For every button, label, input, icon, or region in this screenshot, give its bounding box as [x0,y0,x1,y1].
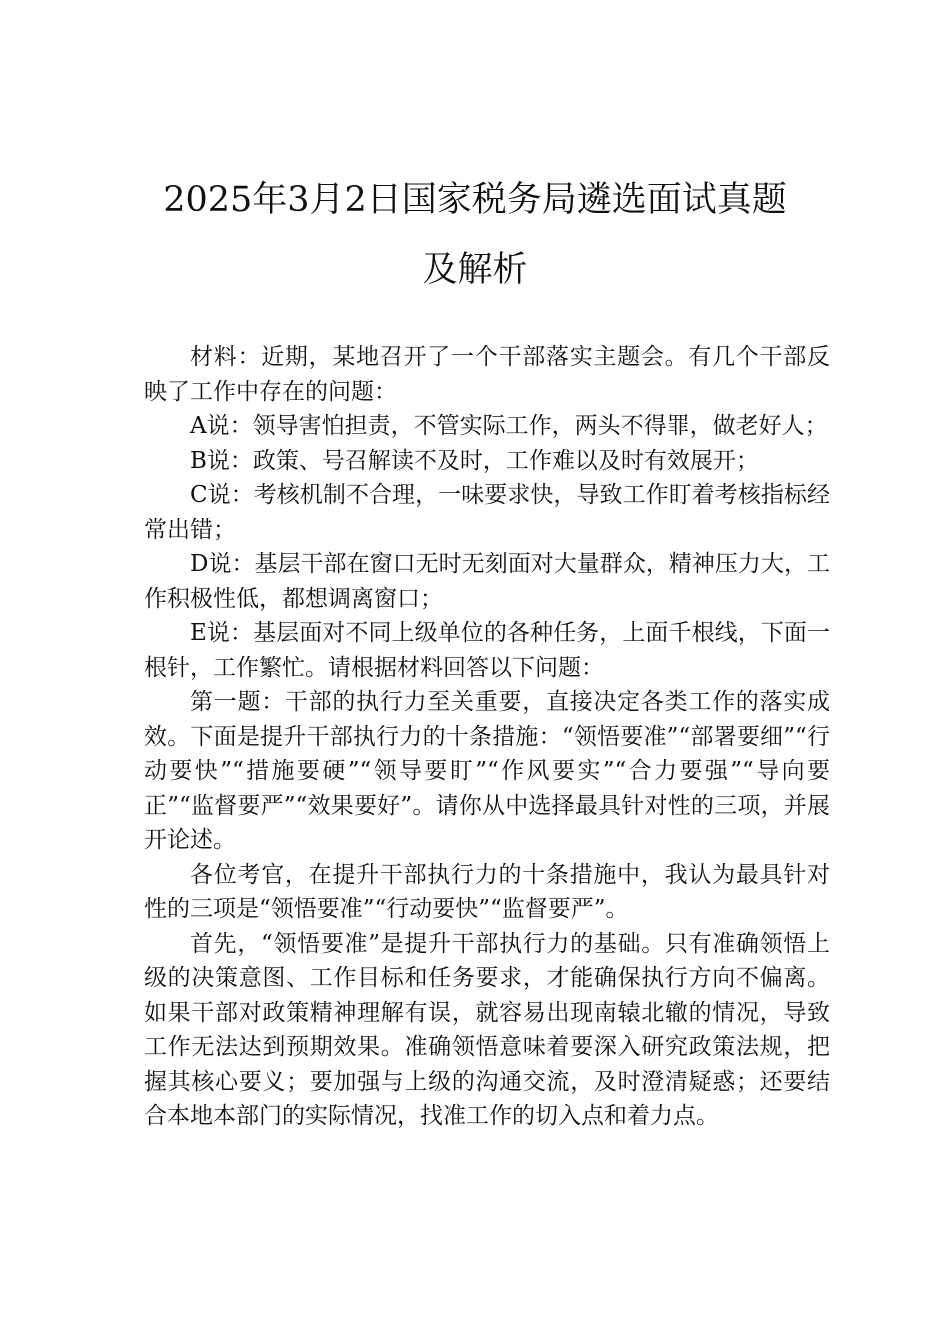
paragraph-question-1: 第一题：干部的执行力至关重要，直接决定各类工作的落实成效。下面是提升干部执行力的十条措施：“领悟要准”“部署要细”“行动要快”“措施要硬”“领导要盯”“作风要实”“合力要强”“导向要正”“监督要严”“效果要好”。请你从中选择最具针对性的三项，并展开论述。 [144,689,830,853]
paragraph-b-says: B说：政策、号召解读不及时，工作难以及时有效展开； [190,447,759,474]
paragraph-answer-first: 首先，“领悟要准”是提升干部执行力的基础。只有准确领悟上级的决策意图、工作目标和任务要求，才能确保执行方向不偏离。如果干部对政策精神理解有误，就容易出现南辕北辙的情况，导致工作无法达到预期效果。准确领悟意味着要深入研究政策法规，把握其核心要义；要加强与上级的沟通交流，及时澄清疑惑；还要结合本地本部门的实际情况，找准工作的切入点和着力点。 [144,930,830,1129]
document-title-line-2: 及解析 [422,250,528,290]
paragraph-a-says: A说：领导害怕担责，不管实际工作，两头不得罪，做老好人； [190,413,828,439]
paragraph-e-says: E说：基层面对不同上级单位的各种任务，上面千根线，下面一根针，工作繁忙。请根据材料回答以下问题： [144,620,830,681]
paragraph-d-says: D说：基层干部在窗口无时无刻面对大量群众，精神压力大，工作积极性低，都想调离窗口； [144,551,830,612]
document-title-line-1: 2025年3月2日国家税务局遴选面试真题 [163,180,787,220]
paragraph-material: 材料：近期，某地召开了一个干部落实主题会。有几个干部反映了工作中存在的问题： [144,344,830,405]
document-body [144,340,830,1134]
paragraph-c-says: C说：考核机制不合理，一味要求快，导致工作盯着考核指标经常出错； [144,482,830,543]
paragraph-answer-intro: 各位考官，在提升干部执行力的十条措施中，我认为最具针对性的三项是“领悟要准”“行动要快”“监督要严”。 [144,861,830,922]
